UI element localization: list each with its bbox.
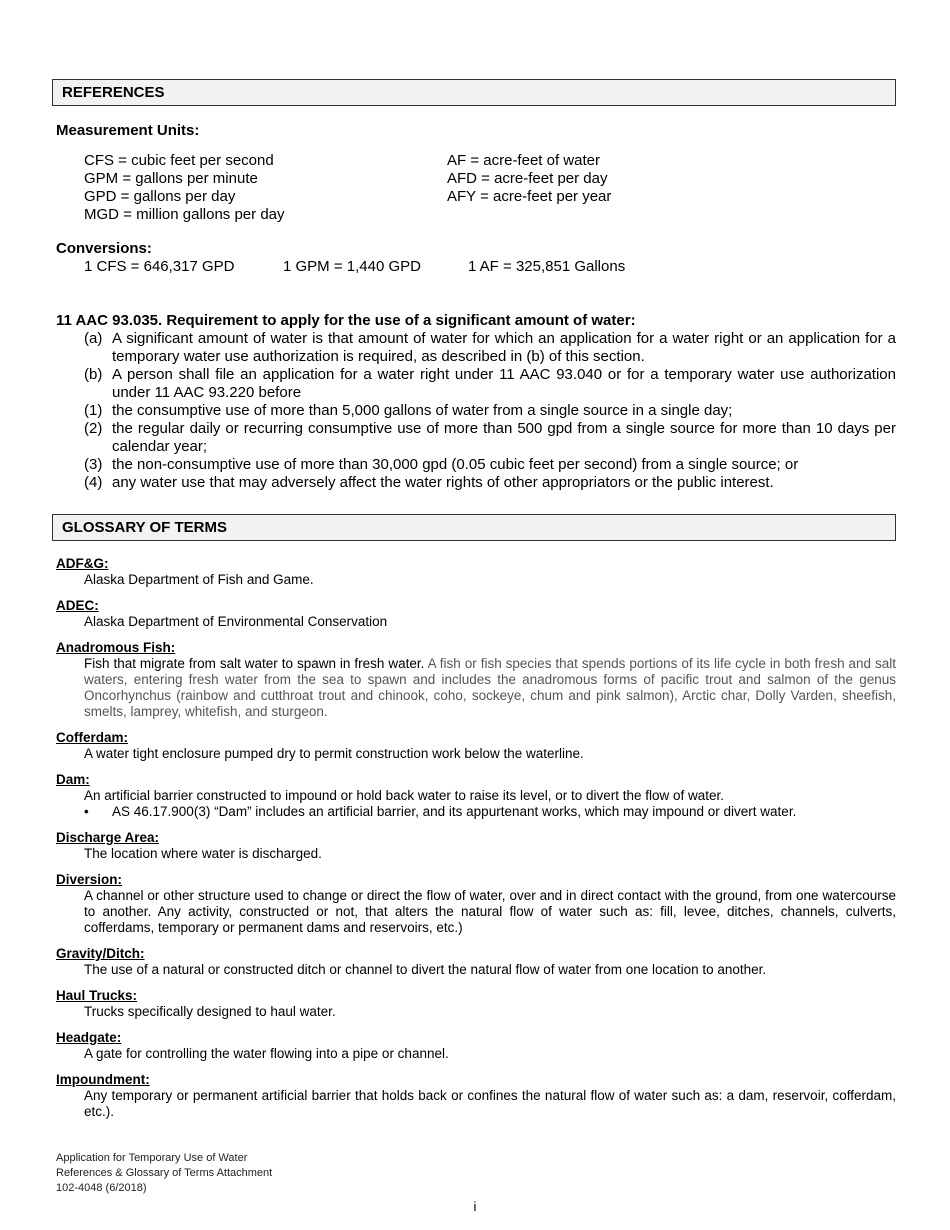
- footer-form-number: 102-4048 (6/2018): [56, 1182, 147, 1194]
- regulation-item-label: (4): [84, 474, 103, 491]
- glossary-term-cofferdam: [56, 730, 896, 762]
- unit-gpm: GPM = gallons per minute: [84, 170, 258, 187]
- references-header: REFERENCES: [52, 79, 896, 106]
- regulation-item-label: (1): [84, 402, 103, 419]
- page-number: i: [473, 1199, 477, 1214]
- regulation-item-text: the non-consumptive use of more than 30,000 gpd (0.05 cubic feet per second) from a single source; or: [112, 456, 799, 473]
- term-name: Haul Trucks:: [56, 988, 138, 1003]
- regulation-item-text: any water use that may adversely affect the water rights of other appropriators or the public interest.: [112, 474, 774, 491]
- term-definition: An artificial barrier constructed to impound or hold back water to raise its level, or to divert the flow of water.: [84, 788, 725, 803]
- glossary-term-haul-trucks: [56, 988, 896, 1020]
- term-definition: A gate for controlling the water flowing into a pipe or channel.: [84, 1046, 449, 1061]
- term-definition: A channel or other structure used to change or direct the flow of water, over and in direct contact with the ground, from one watercourse to another. Any activity, constructed or not, that alters the natural flow of water such as: fill, levee, ditches, channels, culverts, cofferdams, temporary or permanent dams and reservoirs, etc.): [84, 888, 896, 935]
- unit-afd: AFD = acre-feet per day: [447, 170, 608, 187]
- regulation-item-text: the regular daily or recurring consumptive use of more than 500 gpd from a single source for more than 10 days per calendar year;: [112, 420, 896, 455]
- regulation-item-label: (b): [84, 366, 103, 383]
- conversion-cfs: 1 CFS = 646,317 GPD: [84, 258, 235, 275]
- term-definition: A water tight enclosure pumped dry to permit construction work below the waterline.: [84, 746, 584, 761]
- conversion-af: 1 AF = 325,851 Gallons: [468, 258, 626, 275]
- term-name: Headgate:: [56, 1030, 122, 1045]
- glossary-term-headgate: [56, 1030, 896, 1062]
- term-name: Anadromous Fish:: [56, 640, 176, 655]
- conversions-heading: Conversions:: [56, 240, 152, 257]
- regulation-item-label: (3): [84, 456, 103, 473]
- footer-form-title: Application for Temporary Use of Water: [56, 1152, 248, 1164]
- glossary-term-adfg: [56, 556, 896, 588]
- term-definition-secondary: A fish or fish species that spends portions of its life cycle in both fresh and salt waters, entering fresh water from the sea to spawn and includes the anadromous forms of pacific trout and salmon of the genus Oncorhynchus (rainbow and cutthroat trout and chinook, coho, sockeye, chum and pink salmon), Arctic char, Dolly Varden, sheefish, smelts, lamprey, whitefish, and sturgeon.: [84, 656, 897, 719]
- term-name: Impoundment:: [56, 1072, 150, 1087]
- bullet-icon: •: [84, 804, 89, 819]
- regulation-list: [84, 330, 896, 492]
- term-definition-primary: Fish that migrate from salt water to spawn in fresh water.: [84, 656, 425, 671]
- term-name: Gravity/Ditch:: [56, 946, 145, 961]
- term-bullet-text: AS 46.17.900(3) “Dam” includes an artificial barrier, and its appurtenant works, which may impound or divert water.: [112, 804, 797, 819]
- unit-af: AF = acre-feet of water: [447, 152, 600, 169]
- regulation-item-label: (2): [84, 420, 103, 437]
- glossary-term-dam: [56, 772, 896, 820]
- term-name: Cofferdam:: [56, 730, 129, 745]
- footer-attachment-title: References & Glossary of Terms Attachment: [56, 1167, 273, 1179]
- glossary-term-impoundment: [56, 1072, 896, 1120]
- regulation-item: [84, 402, 896, 420]
- glossary-term-anadromous-fish: [56, 640, 896, 720]
- glossary-term-gravity-ditch: [56, 946, 896, 978]
- term-definition: The use of a natural or constructed ditch or channel to divert the natural flow of water from one location to another.: [84, 962, 767, 977]
- term-definition: [84, 656, 896, 720]
- unit-cfs: CFS = cubic feet per second: [84, 152, 274, 169]
- regulation-item: [84, 420, 896, 456]
- term-name: ADF&G:: [56, 556, 109, 571]
- glossary-term-diversion: [56, 872, 896, 936]
- term-name: Dam:: [56, 772, 90, 787]
- regulation-item-text: the consumptive use of more than 5,000 gallons of water from a single source in a single day;: [112, 402, 733, 419]
- regulation-item: [84, 366, 896, 402]
- term-definition: The location where water is discharged.: [84, 846, 322, 861]
- term-name: Diversion:: [56, 872, 123, 887]
- term-definition: Alaska Department of Fish and Game.: [84, 572, 314, 587]
- term-definition: Alaska Department of Environmental Conservation: [84, 614, 388, 629]
- regulation-heading: 11 AAC 93.035. Requirement to apply for the use of a significant amount of water:: [56, 312, 636, 329]
- measurement-units-heading: Measurement Units:: [56, 122, 200, 139]
- term-definition: Trucks specifically designed to haul water.: [84, 1004, 336, 1019]
- regulation-item: [84, 474, 896, 492]
- unit-gpd: GPD = gallons per day: [84, 188, 236, 205]
- regulation-item-label: (a): [84, 330, 103, 347]
- unit-afy: AFY = acre-feet per year: [447, 188, 612, 205]
- term-name: Discharge Area:: [56, 830, 160, 845]
- page-footer: [56, 1151, 272, 1196]
- regulation-item: [84, 456, 896, 474]
- term-bullet: [84, 804, 896, 820]
- glossary-list: [56, 556, 896, 1130]
- term-definition: Any temporary or permanent artificial barrier that holds back or confines the natural flow of water such as: a dam, reservoir, cofferdam, etc.).: [84, 1088, 896, 1119]
- glossary-header: GLOSSARY OF TERMS: [52, 514, 896, 541]
- conversion-gpm: 1 GPM = 1,440 GPD: [283, 258, 421, 275]
- regulation-item-text: A person shall file an application for a water right under 11 AAC 93.040 or for a temporary water use authorization under 11 AAC 93.220 before: [112, 366, 896, 401]
- glossary-term-adec: [56, 598, 896, 630]
- unit-mgd: MGD = million gallons per day: [84, 206, 285, 223]
- regulation-item-text: A significant amount of water is that amount of water for which an application for a water right or an application for a temporary water use authorization is required, as described in (b) of this section.: [112, 330, 896, 365]
- term-name: ADEC:: [56, 598, 99, 613]
- regulation-item: [84, 330, 896, 366]
- glossary-term-discharge-area: [56, 830, 896, 862]
